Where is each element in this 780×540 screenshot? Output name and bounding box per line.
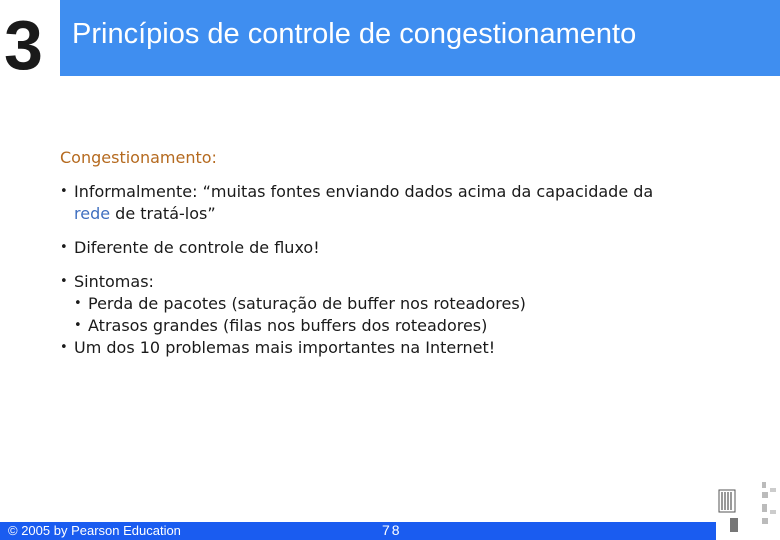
bullet-flow-control-text: Diferente de controle de fluxo! bbox=[74, 238, 320, 257]
book-cover-thumbnail bbox=[716, 474, 780, 540]
bullet-icon: • bbox=[60, 184, 68, 199]
bullet-informal bbox=[60, 181, 760, 225]
slide-title: Princípios de controle de congestionamento bbox=[72, 18, 637, 50]
sub-bullet-delays bbox=[60, 315, 760, 337]
chapter-number: 3 bbox=[4, 6, 43, 84]
highlight-rede: rede bbox=[74, 204, 111, 223]
bullet-symptoms-text: Sintomas: bbox=[74, 272, 154, 291]
bullet-icon: • bbox=[60, 240, 68, 255]
bullet-icon: • bbox=[74, 318, 82, 333]
bullet-informal-suffix: de tratá-los” bbox=[115, 204, 216, 223]
bullet-icon: • bbox=[74, 296, 82, 311]
bullet-symptoms bbox=[60, 271, 760, 293]
bullet-icon: • bbox=[60, 340, 68, 355]
sub-bullet-delays-text: Atrasos grandes (filas nos buffers dos roteadores) bbox=[88, 316, 488, 335]
sub-bullet-packet-loss bbox=[60, 293, 760, 315]
footer-copyright: © 2005 by Pearson Education bbox=[8, 523, 181, 538]
bullet-flow-control bbox=[60, 237, 760, 259]
bullet-top-problems bbox=[60, 337, 760, 359]
bullet-icon: • bbox=[60, 274, 68, 289]
sub-bullet-packet-loss-text: Perda de pacotes (saturação de buffer nos roteadores) bbox=[88, 294, 526, 313]
bullet-top-problems-text: Um dos 10 problemas mais importantes na Internet! bbox=[74, 338, 496, 357]
bullet-informal-text: Informalmente: “muitas fontes enviando dados acima da capacidade da bbox=[74, 182, 654, 201]
page-number: 78 bbox=[382, 522, 402, 538]
section-heading: Congestionamento: bbox=[60, 148, 217, 167]
slide-content bbox=[60, 148, 760, 359]
